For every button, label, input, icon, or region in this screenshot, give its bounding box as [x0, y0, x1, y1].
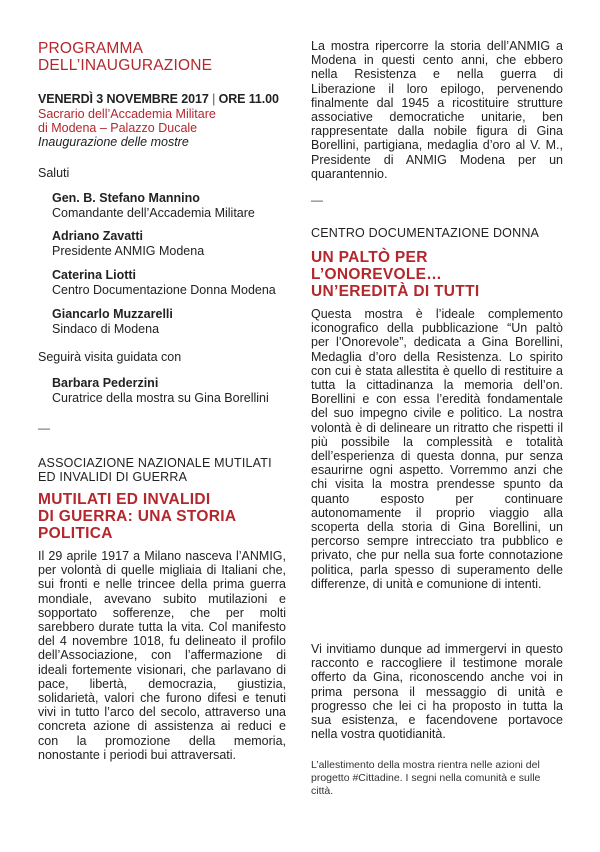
cdd-headline-line1: UN PALTÒ PER	[311, 249, 428, 266]
event-date-time	[38, 92, 279, 106]
anmig-headline-line2: DI GUERRA: UNA STORIA	[38, 508, 237, 525]
event-date: VENERDÌ 3 NOVEMBRE 2017	[38, 92, 209, 106]
speaker-name: Giancarlo Muzzarelli	[52, 307, 173, 321]
speaker-entry	[52, 307, 292, 337]
anmig-paragraph: Il 29 aprile 1917 a Milano nasceva l’ANMIG, per volontà di quelle migliaia di Italiani che, sui fronti e nelle trincee della prima guerra mondiale, avevano subito mutilazioni e sopportato sofferenze, che per molti sarebbero durate tutta la vita. Col manifesto del 4 novembre 1018, fu delineato il profilo dell’Associazione, con l’affermazione di ideali fortemente visionari, che parlavano di pace, libertà, democrazia, giustizia, solidarietà, valori che furono difesi e tenuti vivi in tutto l’arco del secolo, attraverso una concreta azione di assistenza ai reduci e con la promozione della memoria, nonostante i periodi bui attraversati.	[38, 549, 286, 762]
cdd-headline-line2: L’ONOREVOLE…	[311, 266, 443, 283]
speaker-name: Caterina Liotti	[52, 268, 137, 282]
guide-role: Curatrice della mostra su Gina Borellini	[52, 391, 269, 405]
cdd-headline	[311, 249, 563, 300]
cdd-project-note: L’allestimento della mostra rientra nelle azioni del progetto #Cittadine. I segni nella comunità e sulle città.	[311, 759, 541, 797]
speaker-entry	[52, 191, 292, 221]
guide-entry	[52, 376, 292, 406]
anmig-headline-line3: POLITICA	[38, 525, 113, 542]
cdd-label: CENTRO DOCUMENTAZIONE DONNA	[311, 226, 540, 240]
speaker-name: Gen. B. Stefano Mannino	[52, 191, 200, 205]
speaker-name: Adriano Zavatti	[52, 229, 143, 243]
program-title	[38, 40, 212, 74]
visit-label: Seguirà visita guidata con	[38, 350, 182, 364]
event-time: ORE 11.00	[218, 92, 279, 106]
cdd-headline-line3: UN’EREDITÀ DI TUTTI	[311, 283, 480, 300]
speaker-role: Centro Documentazione Donna Modena	[52, 283, 276, 297]
anmig-label-line1: ASSOCIAZIONE NAZIONALE MUTILATI	[38, 456, 272, 470]
cdd-paragraph-2: Vi invitiamo dunque ad immergervi in questo racconto e raccogliere il testimone morale offerto da Gina, riconoscendo anche voi in prima persona il messaggio di unità e progresso che lei ci ha proposto in tutta la sua esistenza, e facendovene portavoce nella vostra quotidianità.	[311, 642, 563, 742]
speaker-role: Sindaco di Modena	[52, 322, 160, 336]
speaker-role: Comandante dell’Accademia Militare	[52, 206, 255, 220]
anmig-continuation: La mostra ripercorre la storia dell’ANMIG a Modena in questi cento anni, che ebbero nella Resistenza e nella guerra di Liberazione il loro epilogo, pervenendo finalmente dal 1945 a ricostituire strutture associative democratiche unitarie, ben rappresentate dalla nobile figura di Gina Borellini, partigiana, medaglia d’oro al V. M., Presidente di ANMIG Modena per un quarantennio.	[311, 39, 563, 181]
venue-line2: di Modena – Palazzo Ducale	[38, 121, 198, 135]
anmig-headline-line1: MUTILATI ED INVALIDI	[38, 491, 211, 508]
guide-name: Barbara Pederzini	[52, 376, 159, 390]
speaker-role: Presidente ANMIG Modena	[52, 244, 205, 258]
speaker-entry	[52, 268, 292, 298]
section-divider: —	[311, 193, 323, 207]
cdd-paragraph-1: Questa mostra è l’ideale complemento iconografico della pubblicazione “Un paltò per l’Onorevole”, dedicata a Gina Borellini, Medaglia d’oro della Resistenza. Lo spirito con cui è stata allestita è quello di restituire a tutta la cittadinanza la memoria dell’on. Borellini e con essa l’eredità fondamentale del suo impegno civile e politico. La nostra volontà è di delineare un ritratto che rispetti il più possibile la complessità e totalità dell’esperienza di questa donna, pur senza esaurirne ogni aspetto. Vorremmo anzi che chi visita la mostra prendesse spunto da quanto esposto per continuare autonomamente il proprio viaggio alla scoperta della storia di Gina Borellini, un percorso sempre intrecciato tra pubblico e privato, che pur nella sua forte connotazione politica, parla spesso di superamento delle differenze, di unità e comunione di intenti.	[311, 307, 563, 591]
section-divider: —	[38, 421, 50, 435]
venue-line1: Sacrario dell’Accademia Militare	[38, 107, 216, 121]
anmig-headline	[38, 491, 288, 542]
event-description: Inaugurazione delle mostre	[38, 135, 189, 149]
event-venue	[38, 107, 216, 135]
anmig-label-line2: ED INVALIDI DI GUERRA	[38, 470, 188, 484]
program-title-line2: DELL’INAUGURAZIONE	[38, 57, 213, 74]
anmig-label	[38, 456, 288, 484]
speaker-entry	[52, 229, 292, 259]
program-title-line1: PROGRAMMA	[38, 40, 144, 57]
saluti-label: Saluti	[38, 166, 70, 180]
date-time-separator: |	[212, 92, 216, 106]
